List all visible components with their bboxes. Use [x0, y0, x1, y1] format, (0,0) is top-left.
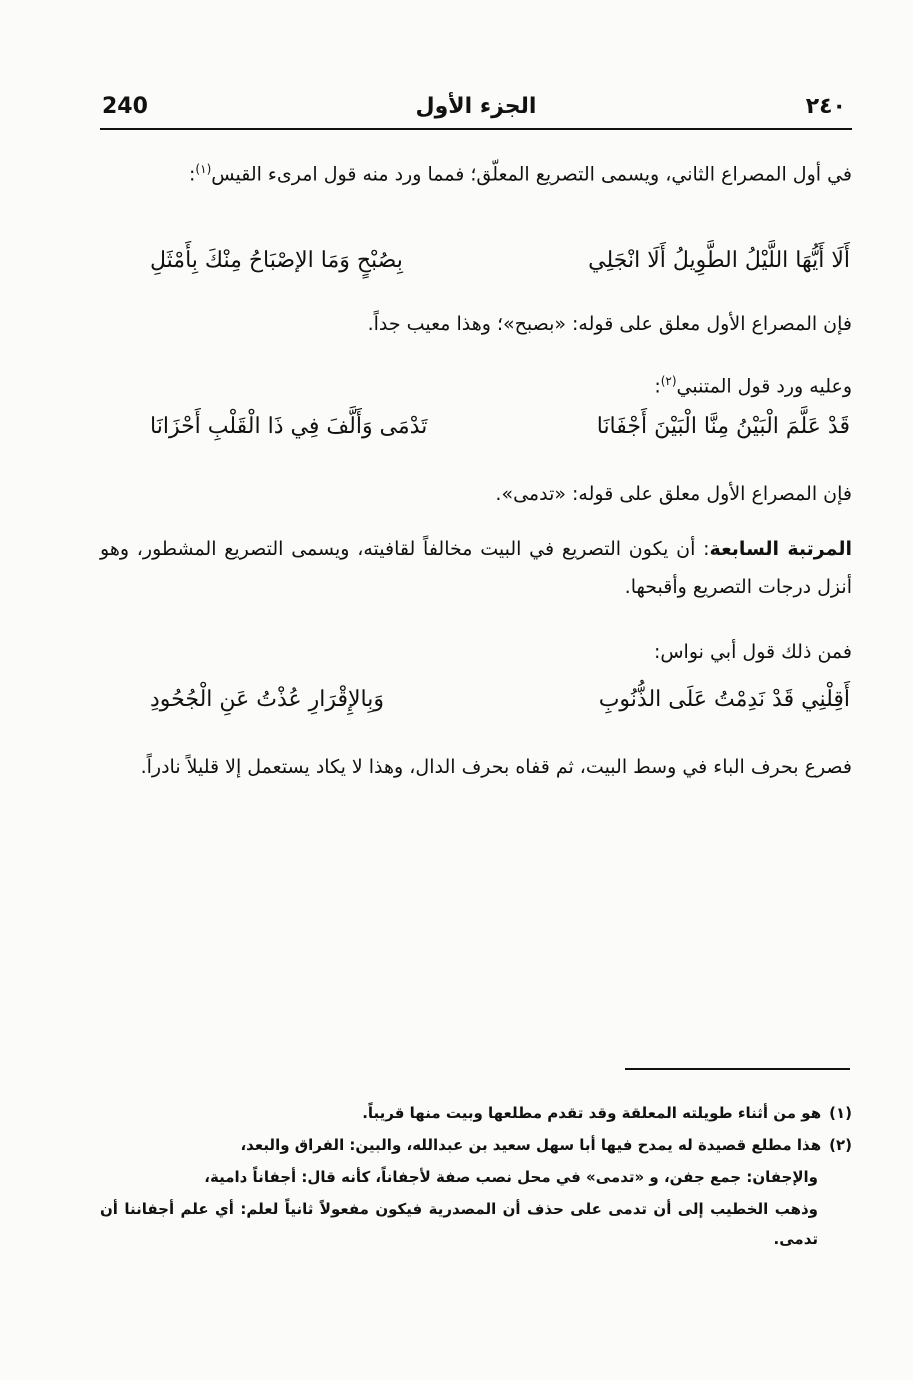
page-number-arabic: ٢٤٠	[805, 94, 846, 119]
section-heading-seventh-rank: المرتبة السابعة	[709, 538, 853, 560]
verse-1	[150, 248, 850, 292]
paragraph-1-end: :	[189, 163, 196, 186]
verse-2	[150, 414, 850, 458]
footnote-separator	[625, 1068, 850, 1070]
paragraph-6-text: فمن ذلك قول أبي نواس:	[653, 641, 852, 663]
paragraph-7	[100, 748, 852, 786]
verse-1-first-hemistich: أَلَا أَيُّهَا اللَّيْلُ الطَّوِيلُ أَلَا انْجَلِي	[588, 248, 850, 273]
paragraph-2-text: فإن المصراع الأول معلق على قوله: «بصبح»؛ وهذا معيب جداً.	[367, 313, 852, 335]
footnote-2-line-3: وذهب الخطيب إلى أن تدمى على حذف أن المصدرية فيكون مفعولاً ثانياً لعلم: أي علم أجفاننا أن تدمى.	[100, 1200, 818, 1248]
footnote-2-number: (٢)	[829, 1136, 852, 1154]
paragraph-1	[100, 150, 852, 193]
footnote-1	[100, 1098, 852, 1128]
verse-3	[150, 687, 850, 731]
page-number-latin: 240	[102, 94, 148, 119]
paragraph-4-text: فإن المصراع الأول معلق على قوله: «تدمى».	[495, 483, 852, 505]
paragraph-3-end: :	[654, 375, 661, 398]
verse-1-second-hemistich: بِصُبْحٍ وَمَا الإصْبَاحُ مِنْكَ بِأَمْثَلِ	[150, 248, 403, 273]
verse-3-first-hemistich: أَقِلْنِي قَدْ نَدِمْتُ عَلَى الذُّنُوبِ	[598, 687, 850, 712]
paragraph-5	[100, 530, 852, 606]
footnote-2-line-1: هذا مطلع قصيدة له يمدح فيها أبا سهل سعيد بن عبدالله، والبين: الفراق والبعد،	[240, 1136, 822, 1154]
paragraph-1-text: في أول المصراع الثاني، ويسمى التصريع المعلّق؛ فمما ورد منه قول امرىء القيس	[211, 163, 852, 186]
footnote-ref-2[interactable]: (٢)	[660, 374, 677, 388]
paragraph-6	[100, 633, 852, 671]
footnote-2-line-2: والإجفان: جمع جفن، و «تدمى» في محل نصب صفة لأجفاناً، كأنه قال: أجفاناً دامية،	[204, 1168, 818, 1186]
footnote-2	[100, 1130, 852, 1160]
paragraph-2	[100, 305, 852, 343]
page-header	[100, 92, 852, 130]
running-title: الجزء الأول	[415, 94, 537, 119]
verse-2-first-hemistich: قَدْ عَلَّمَ الْبَيْنُ مِنَّا الْبَيْنَ أَجْفَانَا	[596, 414, 850, 439]
footnote-1-number: (١)	[829, 1104, 852, 1122]
verse-3-second-hemistich: وَبِالإِقْرَارِ عُذْتُ عَنِ الْجُحُودِ	[150, 687, 385, 712]
footnote-1-text: هو من أثناء طويلته المعلقة وقد تقدم مطلعها وبيت منها قريباً.	[362, 1104, 822, 1122]
paragraph-7-text: فصرع بحرف الباء في وسط البيت، ثم قفاه بحرف الدال، وهذا لا يكاد يستعمل إلا قليلاً نادراً.	[140, 756, 852, 778]
footnote-ref-1[interactable]: (١)	[195, 162, 212, 176]
verse-2-second-hemistich: تَدْمَى وَأَلَّفَ فِي ذَا الْقَلْبِ أَحْزَانَا	[150, 414, 428, 439]
paragraph-4	[100, 475, 852, 513]
paragraph-5-text: : أن يكون التصريع في البيت مخالفاً لقافيته، ويسمى التصريع المشطور، وهو أنزل درجات التصريع وأقبحها.	[100, 538, 852, 598]
paragraph-3	[100, 362, 852, 405]
footnotes	[100, 1098, 852, 1256]
paragraph-3-text: وعليه ورد قول المتنبي	[676, 375, 852, 398]
